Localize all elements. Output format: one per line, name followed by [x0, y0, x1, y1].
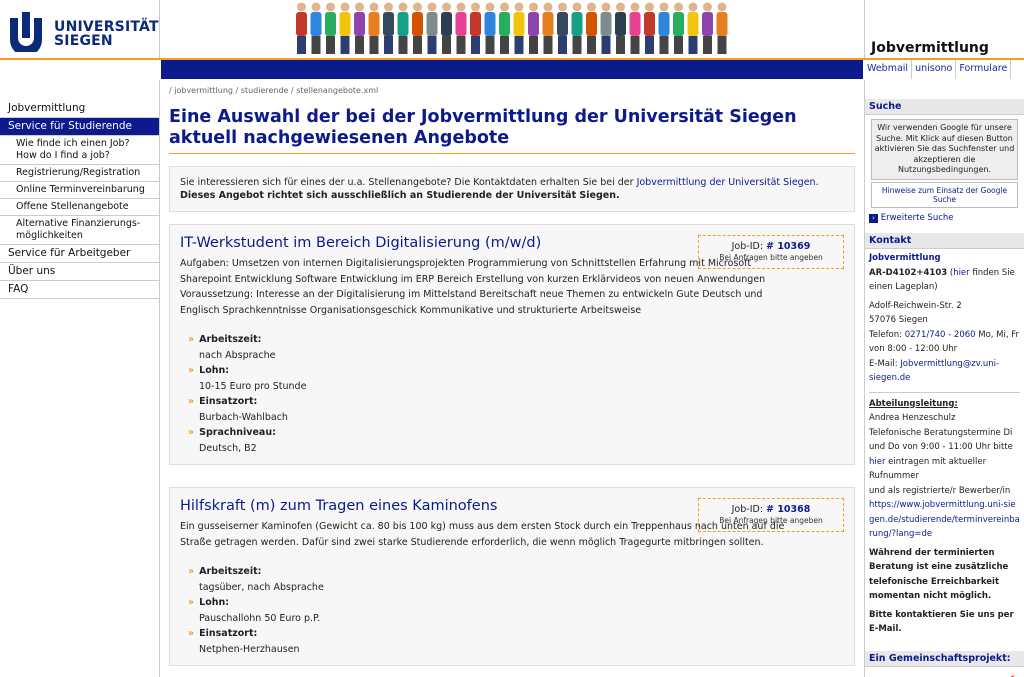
detail-value: Burbach-Wahlbach: [199, 411, 288, 423]
notice-text: Während der terminierten Beratung ist eine zusätzliche telefonische Erreichbarkeit momentan nicht möglich.: [869, 547, 1009, 601]
blue-nav-bar: [161, 60, 863, 79]
logo-line-2: SIEGEN: [54, 33, 113, 49]
spacer: [869, 295, 1020, 299]
project-header: Ein Gemeinschaftsprojekt:: [865, 651, 1024, 667]
detail-value: Deutsch, B2: [199, 442, 257, 454]
sidebar: [0, 80, 160, 677]
job-id: # 10369: [766, 241, 811, 252]
sidebar-spacer: [0, 80, 159, 100]
detail-item: [188, 595, 844, 626]
people-banner-icon: [161, 0, 863, 58]
detail-value: Pauschallohn 50 Euro p.P.: [199, 612, 321, 624]
job-details: [188, 332, 844, 456]
intro-text: Sie interessieren sich für eines der u.a. Stellenangebote? Die Kontaktdaten erhalten Sie bei der: [180, 177, 637, 188]
detail-value: Netphen-Herzhausen: [199, 643, 300, 655]
job-title[interactable]: IT-Werkstudent im Bereich Digitalisierung (m/w/d): [180, 235, 542, 251]
header-banner-image: [161, 0, 863, 58]
sidebar-item-jobvermittlung[interactable]: Jobvermittlung: [0, 100, 159, 118]
right-spacer: [865, 80, 1024, 99]
job-details: [188, 564, 844, 657]
intro-box: Sie interessieren sich für eines der u.a. Stellenangebote? Die Kontaktdaten erhalten Sie bei der Jobvermittlung der Universität Siegen. Dieses Angebot richtet sich ausschließlich an Studierende der Universität Siegen.: [169, 166, 855, 212]
dept-head-name: Andrea Henzeschulz: [869, 413, 956, 423]
job-id-box: [698, 498, 844, 532]
breadcrumb-item[interactable]: jobvermittlung: [174, 86, 233, 95]
detail-item: [188, 394, 844, 425]
job-id-label: Job-ID:: [731, 504, 764, 515]
job-card: [169, 224, 855, 465]
detail-label: » Lohn:: [188, 363, 844, 379]
sidebar-item-registrierung[interactable]: Registrierung/Registration: [0, 165, 159, 182]
detail-label: » Arbeitszeit:: [188, 332, 844, 348]
detail-item: [188, 626, 844, 657]
dept-block: [865, 393, 1024, 637]
job-id-hint: Bei Anfragen bitte angeben: [719, 516, 823, 525]
quick-links: [864, 60, 1024, 79]
formulare-link[interactable]: Formulare: [956, 60, 1011, 79]
job-card: [169, 487, 855, 666]
consult-text: Telefonische Beratungstermine Di und Do von 9:00 - 11:00 Uhr bitte: [869, 427, 1013, 452]
consult-text: eintragen mit aktueller Rufnummer: [869, 456, 987, 481]
webmail-link[interactable]: Webmail: [864, 60, 912, 79]
detail-item: [188, 564, 844, 595]
city: 57076 Siegen: [869, 315, 928, 325]
arrow-right-icon: ›: [869, 214, 878, 223]
breadcrumb-item[interactable]: stellenangebote.xml: [296, 86, 379, 95]
phone-hours: Mo, Mi, Fr von 8:00 - 12:00 Uhr: [869, 329, 1020, 354]
notice-text: Bitte kontaktieren Sie uns per E-Mail.: [869, 609, 1014, 634]
university-logo[interactable]: [0, 0, 160, 58]
detail-value: tagsüber, nach Absprache: [199, 581, 324, 593]
job-id-hint: Bei Anfragen bitte angeben: [719, 253, 823, 262]
intro-notice: Dieses Angebot richtet sich ausschließlich an Studierende der Universität Siegen.: [180, 190, 620, 201]
phone-link[interactable]: 0271/740 - 2060: [904, 329, 976, 340]
job-id: # 10368: [766, 504, 811, 515]
detail-label: » Einsatzort:: [188, 394, 844, 410]
job-title[interactable]: Hilfskraft (m) zum Tragen eines Kaminofens: [180, 498, 498, 514]
detail-label: » Einsatzort:: [188, 626, 844, 642]
sidebar-item-arbeitgeber[interactable]: Service für Arbeitgeber: [0, 245, 159, 263]
sidebar-item-ueber-uns[interactable]: Über uns: [0, 263, 159, 281]
email-link[interactable]: Jobvermittlung@zv.uni-siegen.de: [869, 358, 1000, 383]
contact-name-link[interactable]: Jobvermittlung: [869, 253, 941, 263]
room-paren: (: [947, 267, 954, 278]
partner-logo-icon: [865, 669, 1024, 677]
detail-label: » Lohn:: [188, 595, 844, 611]
dept-head-label: Abteilungsleitung:: [869, 398, 958, 409]
detail-item: [188, 425, 844, 456]
logo-line-1: UNIVERSITÄT: [54, 19, 159, 35]
email-label: E-Mail:: [869, 358, 901, 369]
logo-text: [54, 20, 159, 48]
room-number: AR-D4102+4103: [869, 267, 948, 278]
job-description: Aufgaben: Umsetzen von internen Digitalisierungsprojekten Programmierung von Schnittstellen Erfahrung mit Microsoft Sharepoint Entwicklung Software Entwicklung im ERP Bereich Erstellung von kurzen Erklärvideos von neuen Anwendungen Voraussetzung: Interesse an der Digitalisierung im Mittelstand Bereitschaft neue Themen zu entwickeln Gute Deutsch und Englisch Sprachkenntnisse Organisationsgeschick Kommunikative und strukturierte Arbeitsweise: [180, 258, 766, 316]
page-title: Eine Auswahl der bei der Jobvermittlung der Universität Siegen aktuell nachgewiesenen Angebote: [169, 107, 855, 154]
detail-item: [188, 363, 844, 394]
job-id-label: Job-ID:: [731, 241, 764, 252]
sidebar-item-how-find-job[interactable]: Wie finde ich einen Job? How do I find a job?: [0, 136, 159, 165]
spacer: [869, 604, 1020, 608]
room-paren: finden Sie einen Lageplan): [869, 267, 1015, 292]
sidebar-item-finanzierung[interactable]: Alternative Finanzierungs-möglichkeiten: [0, 216, 159, 245]
main-content: [161, 80, 863, 677]
unisono-link[interactable]: unisono: [912, 60, 956, 79]
google-search-button[interactable]: Wir verwenden Google für unsere Suche. Mit Klick auf diesen Button aktivieren Sie das Suchfenster und akzeptieren die Nutzungsbedingungen.: [871, 119, 1018, 180]
job-id-box: [698, 235, 844, 269]
consult-url-link[interactable]: https://www.jobvermittlung.uni-siegen.de/studierende/terminvereinbarung/?lang=de: [869, 500, 1020, 539]
sidebar-item-terminvereinbarung[interactable]: Online Terminvereinbarung: [0, 182, 159, 199]
sidebar-item-service-studierende[interactable]: Service für Studierende: [0, 118, 159, 136]
spacer: [869, 542, 1020, 546]
right-sidebar: [864, 80, 1024, 677]
google-hint-link[interactable]: Hinweise zum Einsatz der Google Suche: [871, 182, 1018, 208]
right-header: [864, 0, 1024, 58]
section-title: Jobvermittlung: [871, 40, 989, 56]
contact-header: Kontakt: [865, 233, 1024, 249]
contact-block: [865, 249, 1024, 386]
job-description: Ein gusseiserner Kaminofen (Gewicht ca. 80 bis 100 kg) muss aus dem ersten Stock durch ein Treppenhaus nach unten auf die Straße getragen werden. Dafür sind zwei starke Studierende erforderlich, die wenn möglich Tragegurte mitbringen sollten.: [180, 521, 785, 548]
extended-search-row: [865, 211, 1024, 226]
detail-value: 10-15 Euro pro Stunde: [199, 380, 307, 392]
phone-label: Telefon:: [869, 329, 905, 340]
consult-text: und als registrierte/r Bewerber/in: [869, 485, 1011, 496]
detail-value: nach Absprache: [199, 349, 276, 361]
detail-label: » Sprachniveau:: [188, 425, 844, 441]
university-logo-icon: [8, 12, 48, 52]
street: Adolf-Reichwein-Str. 2: [869, 300, 962, 311]
detail-label: » Arbeitszeit:: [188, 564, 844, 580]
map-link[interactable]: hier: [953, 267, 970, 278]
sidebar-item-faq[interactable]: FAQ: [0, 281, 159, 299]
extended-search-link[interactable]: Erweiterte Suche: [880, 212, 954, 223]
search-header: Suche: [865, 99, 1024, 115]
breadcrumb: / jobvermittlung / studierende / stellenangebote.xml: [169, 86, 379, 95]
breadcrumb-item[interactable]: studierende: [240, 86, 289, 95]
sidebar-item-stellenangebote[interactable]: Offene Stellenangebote: [0, 199, 159, 216]
detail-item: [188, 332, 844, 363]
jobvermittlung-link[interactable]: Jobvermittlung der Universität Siegen: [636, 177, 816, 188]
consult-link[interactable]: hier: [869, 456, 886, 467]
